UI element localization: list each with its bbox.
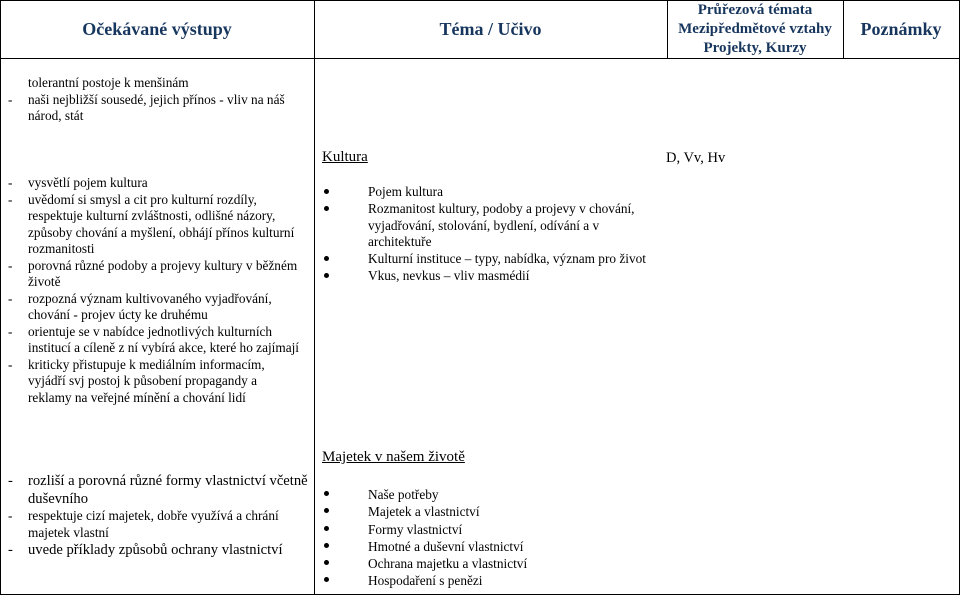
block1-outcomes — [8, 75, 300, 125]
bullet-icon — [324, 543, 329, 548]
header-cross-line3: Projekty, Kurzy — [703, 39, 807, 56]
list-item — [322, 184, 652, 201]
block3-content-list — [322, 486, 652, 590]
bullet-icon — [324, 577, 329, 582]
header-cross-line2: Mezipředmětové vztahy — [678, 20, 832, 37]
list-item: - uvědomí si smysl a cit pro kulturní rozdíly, respektuje kulturní zvláštnosti, odlišné názory, způsoby chování a myšlení, obhájí přínos kulturní rozmanitosti — [8, 192, 300, 258]
list-item: - rozpozná význam kultivovaného vyjadřování, chování - projev úcty ke druhému — [8, 291, 300, 324]
list-item — [322, 555, 652, 572]
bullet-icon — [324, 189, 329, 194]
header-cross-curricular — [667, 0, 843, 58]
block2-content-list — [322, 184, 652, 285]
list-item-text: Pojem kultura — [368, 184, 443, 199]
list-item: tolerantní postoje k menšinám — [28, 75, 189, 90]
list-item: - porovná různé podoby a projevy kultury v běžném životě — [8, 258, 300, 291]
column-divider-1 — [314, 0, 315, 595]
bullet-icon — [324, 491, 329, 496]
list-item-text: Ochrana majetku a vlastnictví — [368, 556, 528, 572]
header-topic: Téma / Učivo — [439, 18, 542, 39]
list-item-text: Hmotné a duševní vlastnictví — [368, 538, 524, 554]
bullet-icon — [324, 256, 329, 261]
topic-majetek: Majetek v našem životě — [322, 449, 465, 465]
list-item: - orientuje se v nabídce jednotlivých kulturních institucí a cíleně z ní vybírá akce, které ho zajímají — [8, 324, 300, 357]
list-item — [322, 268, 652, 285]
list-item: - naši nejbližší sousedé, jejich přínos - vliv na náš národ, stát — [8, 92, 300, 125]
list-item — [322, 251, 652, 268]
list-item-text: Hospodaření s penězi — [368, 573, 483, 589]
list-item — [322, 503, 652, 520]
list-item: - vysvětlí pojem kultura — [8, 175, 300, 192]
list-item-text: Naše potřeby — [368, 487, 439, 502]
list-item-text: Rozmanitost kultury, podoby a projevy v chování, vyjadřování, stolování, bydlení, odívání a v architektuře — [368, 200, 635, 250]
list-item: - uvede příklady způsobů ochrany vlastnictví — [8, 541, 308, 559]
bullet-icon — [324, 560, 329, 565]
bullet-icon — [324, 206, 329, 211]
list-item: - kriticky přistupuje k mediálním informacím, vyjádří svj postoj k působení propagandy a reklamy na veřejné mínění a chování lidí — [8, 357, 300, 407]
list-item — [322, 538, 652, 555]
list-item — [322, 486, 652, 503]
list-item-text: Vkus, nevkus – vliv masmédií — [368, 267, 530, 283]
block2-outcomes — [8, 175, 300, 406]
block3-outcomes — [8, 472, 308, 559]
header-cross-line1: Průřezová témata — [697, 1, 813, 18]
note-subjects: D, Vv, Hv — [666, 150, 726, 166]
list-item-text: Formy vlastnictví — [368, 521, 463, 537]
list-item-text: Kulturní instituce – typy, nabídka, význam pro život — [368, 251, 646, 267]
bullet-icon — [324, 273, 329, 278]
list-item — [322, 201, 652, 251]
list-item — [322, 572, 652, 589]
bullet-icon — [324, 526, 329, 531]
list-item: - respektuje cizí majetek, dobře využívá a chrání majetek vlastní — [8, 508, 308, 541]
list-item: - rozliší a porovná různé formy vlastnictví včetně duševního — [8, 472, 308, 508]
table-border-left — [0, 0, 1, 595]
list-item-text: Majetek a vlastnictví — [368, 504, 480, 520]
list-item — [322, 521, 652, 538]
header-notes: Poznámky — [860, 18, 942, 39]
header-divider — [0, 58, 960, 59]
header-expected-outcomes: Očekávané výstupy — [82, 18, 232, 39]
topic-kultura: Kultura — [322, 149, 368, 165]
bullet-icon — [324, 508, 329, 513]
